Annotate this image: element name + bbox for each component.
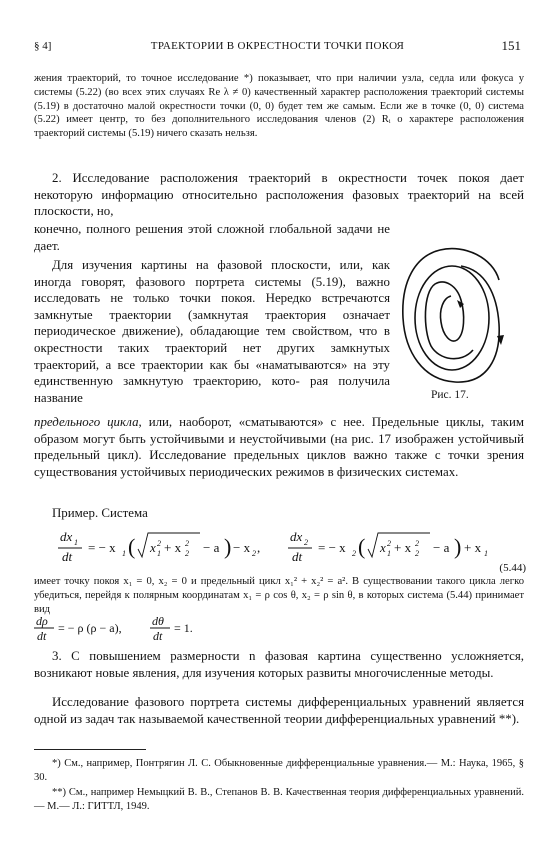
paragraph-3-text-a: Для изучения картины на фазовой плоскости, или, как иногда говорят, фазового портрета системы (5.19), важно исследовать не только точки покоя. Нередко встречаются замкнутые траектории (замкнутая траектория означает периодическое движение), обладающие тем свойством, что в окрестности таких траекторий нет других замкнутых траекторий, а все траектории как бы «наматываются» на эту единственную замкнутую траекторию, кото- рая получила название: [34, 258, 390, 405]
svg-text:= − x: = − x: [318, 540, 346, 555]
svg-text:(: (: [128, 534, 136, 559]
spiral-inner: [425, 282, 473, 359]
equation-number: (5.44): [499, 562, 526, 573]
footnote-1-text: *) См., например, Понтрягин Л. С. Обыкновенные дифференциальные уравнения.— М.: Наука, 1965, § 30.: [34, 758, 524, 783]
svg-text:dt: dt: [62, 549, 73, 564]
top-paragraph: [34, 72, 524, 141]
svg-text:2: 2: [252, 549, 256, 558]
svg-text:= 1.: = 1.: [174, 621, 193, 635]
top-paragraph-text: жения траекторий, то точное исследование *) показывает, что при наличии узла, седла или фокуса у системы (5.22) (во всех этих случаях Re λ ≠ 0) качественный характер расположения траекторий системы (5.19) в достаточно малой окрестности точки (0, 0) будет тем же самым. Если же в точке (0, 0) система (5.22) имеет центр, то без дополнительного исследования членов (2) Rᵢ о характере расположения траекторий системы (5.19) ничего сказать нельзя.: [34, 73, 524, 140]
svg-text:+ x: + x: [394, 540, 412, 555]
svg-text:): ): [454, 534, 462, 559]
after-equation: [34, 575, 524, 616]
paragraph-2: [34, 170, 524, 220]
svg-text:2: 2: [157, 539, 161, 548]
svg-text:1: 1: [157, 549, 161, 558]
svg-text:2: 2: [304, 538, 308, 547]
footnote-rule: [34, 749, 146, 750]
svg-text:dθ: dθ: [152, 614, 164, 628]
svg-text:dx: dx: [60, 529, 73, 544]
paragraph-5-text: Исследование фазового портрета системы дифференциальных уравнений является одной из задач так называемой качественной теории дифференциальных уравнений **).: [34, 695, 524, 726]
running-title: ТРАЕКТОРИИ В ОКРЕСТНОСТИ ТОЧКИ ПОКОЯ: [150, 40, 405, 52]
paragraph-3-cont: [34, 414, 524, 480]
polar-system: [34, 614, 234, 644]
svg-text:2: 2: [415, 539, 419, 548]
svg-text:1: 1: [74, 538, 78, 547]
svg-text:(: (: [358, 534, 366, 559]
footnote-2: [34, 786, 524, 813]
section-number: § 4]: [34, 40, 52, 52]
paragraph-4-text: 3. С повышением размерности n фазовая картина существенно усложняется, возникают новые явления, для изучения которых развиты многочисленные методы.: [34, 649, 524, 680]
paragraph-2-text-b: конечно, полного решения этой сложной глобальной задачи не дает.: [34, 222, 390, 253]
figure-17-limit-cycle: [395, 240, 513, 390]
example-label: Пример. Система: [52, 506, 148, 520]
svg-text:2: 2: [185, 539, 189, 548]
paragraph-4: [34, 648, 524, 681]
svg-text:1: 1: [484, 549, 488, 558]
paragraph-5: [34, 694, 524, 727]
svg-text:x: x: [150, 540, 156, 555]
svg-text:− x: − x: [233, 540, 251, 555]
example-label-block: [34, 505, 524, 522]
svg-text:dx: dx: [290, 529, 303, 544]
svg-text:+ x: + x: [464, 540, 482, 555]
svg-text:2: 2: [387, 539, 391, 548]
paragraph-2-cont: [34, 221, 390, 254]
footnote-1: [34, 757, 524, 784]
svg-text:dt: dt: [153, 629, 163, 643]
svg-text:− a: − a: [203, 540, 220, 555]
svg-text:1: 1: [122, 549, 126, 558]
svg-text:= − ρ (ρ − a),: = − ρ (ρ − a),: [58, 621, 122, 635]
svg-text:,: ,: [257, 540, 261, 555]
running-header: [34, 38, 521, 56]
svg-text:x: x: [380, 540, 386, 555]
footnote-2-text: **) См., например Немыцкий В. В., Степанов В. В. Качественная теория дифференциальных уравнений.— М.— Л.: ГИТТЛ, 1949.: [34, 787, 524, 812]
svg-text:): ): [224, 534, 232, 559]
paragraph-3-text-b: , или, наоборот, «сматываются» с нее. Предельные циклы, таким образом могут быть устойчивыми и неустойчивыми (на рис. 17 изображен устойчивый предельный цикл). Исследование предельных циклов важно также с точки зрения существования устойчивых периодических режимов в физических системах.: [34, 415, 525, 479]
svg-text:+ x: + x: [164, 540, 182, 555]
figure-caption: Рис. 17.: [431, 389, 469, 401]
after-equation-text: имеет точку покоя x₁ = 0, x₂ = 0 и предельный цикл x₁² + x₂² = a². В существовании такого цикла легко убедиться, перейдя к полярным координатам x₁ = ρ cos θ, x₂ = ρ sin θ, в которых система (5.44) принимает вид: [34, 576, 524, 615]
svg-text:dt: dt: [37, 629, 47, 643]
svg-text:1: 1: [387, 549, 391, 558]
svg-text:2: 2: [185, 549, 189, 558]
spiral-outer: [403, 249, 499, 383]
equation-5-44: [58, 527, 528, 573]
svg-text:dt: dt: [292, 549, 303, 564]
svg-text:− a: − a: [433, 540, 450, 555]
term-limit-cycle: предельного цикла: [34, 415, 139, 429]
page-number: 151: [501, 38, 521, 53]
svg-text:2: 2: [415, 549, 419, 558]
svg-text:2: 2: [352, 549, 356, 558]
svg-text:dρ: dρ: [36, 614, 48, 628]
paragraph-2-text-a: 2. Исследование расположения траекторий в окрестности точек покоя дает некоторую информацию относительно расположения фазовых траекторий на всей плоскости, но,: [34, 171, 524, 219]
svg-text:= − x: = − x: [88, 540, 116, 555]
